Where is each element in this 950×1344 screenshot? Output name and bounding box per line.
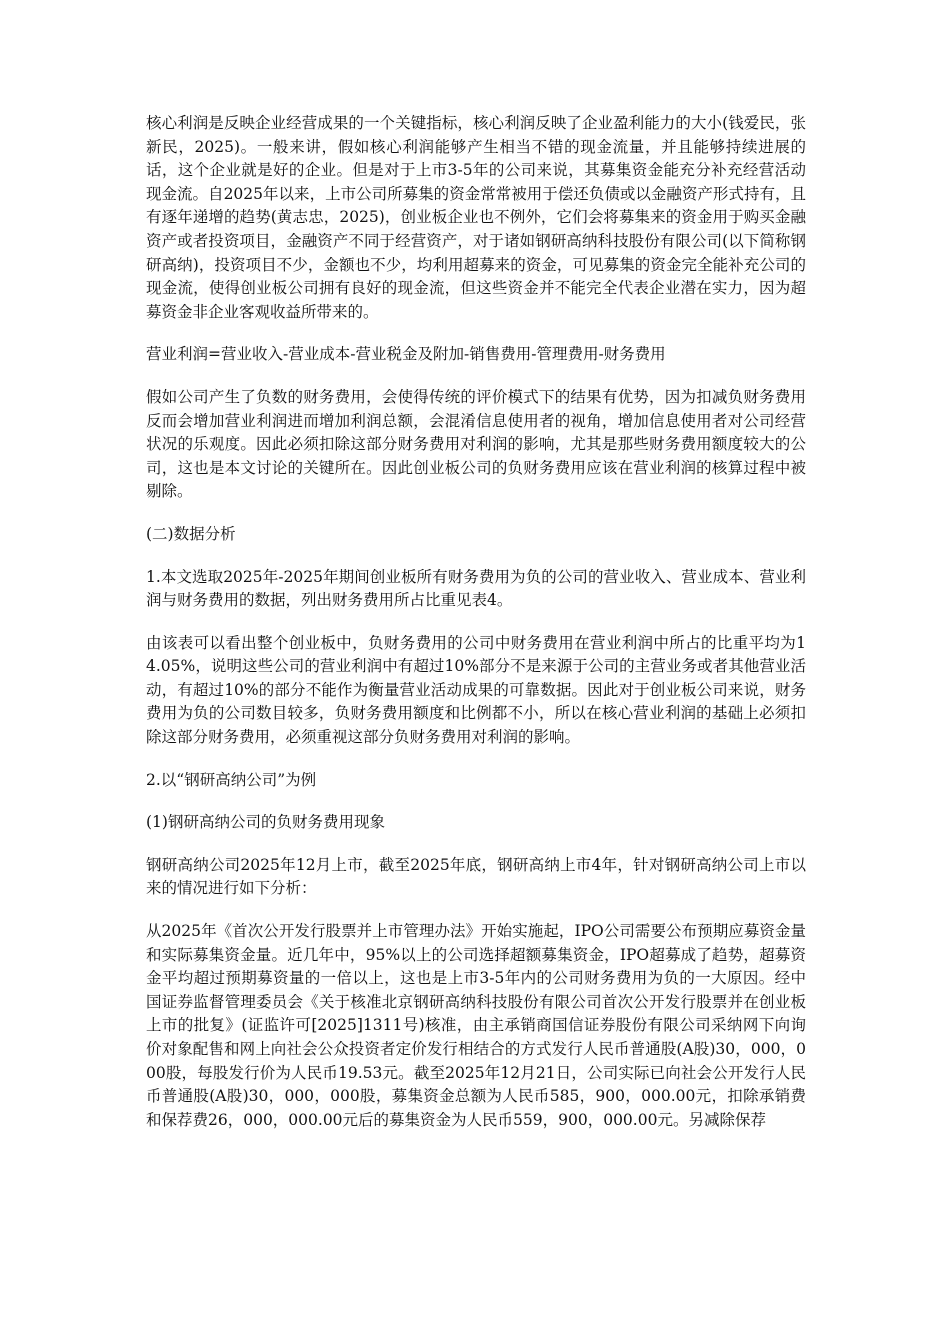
document-body — [146, 112, 806, 1151]
section-heading-data-analysis: (二)数据分析 — [146, 524, 236, 543]
subheading-case-study: 2.以“钢研高纳公司”为例 — [146, 770, 317, 789]
operating-profit-formula: 营业利润=营业收入-营业成本-营业税金及附加-销售费用-管理费用-财务费用 — [146, 345, 666, 364]
paragraph-ipo-fundraising: 从2025年《首次公开发行股票并上市管理办法》开始实施起，IPO公司需要公布预期应募资金量和实际募集资金量。近几年中，95%以上的公司选择超额募集资金，IPO超募成了趋势，超募资金平均超过预期募资量的一倍以上，这也是上市3-5年内的公司财务费用为负的一大原因。经中国证券监督管理委员会《关于核准北京钢研高纳科技股份有限公司首次公开发行股票并在创业板上市的批复》(证监许可[2025]1311号)核准，由主承销商国信证券股份有限公司采纳网下向询价对象配售和网上向社会公众投资者定价发行相结合的方式发行人民币普通股(A股)30，000，000股，每股发行价为人民币19.53元。截至2025年12月21日，公司实际已向社会公开发行人民币普通股(A股)30，000，000股，募集资金总额为人民币585，900，000.00元，扣除承销费和保荐费26，000，000.00元后的募集资金为人民币559，900，000.00元。另减除保荐 — [146, 922, 806, 1129]
paragraph-table-analysis: 由该表可以看出整个创业板中，负财务费用的公司中财务费用在营业利润中所占的比重平均为14.05%，说明这些公司的营业利润中有超过10%部分不是来源于公司的主营业务或者其他营业活动，有超过10%的部分不能作为衡量营业活动成果的可靠数据。因此对于创业板公司来说，财务费用为负的公司数目较多，负财务费用额度和比例都不小，所以在核心营业利润的基础上必须扣除这部分财务费用，必须重视这部分负财务费用对利润的影响。 — [146, 633, 806, 747]
paragraph-core-profit: 核心利润是反映企业经营成果的一个关键指标，核心利润反映了企业盈利能力的大小(钱爱民，张新民，2025)。一般来讲，假如核心利润能够产生相当不错的现金流量，并且能够持续进展的话，这个企业就是好的企业。但是对于上市3-5年的公司来说，其募集资金能充分补充经营活动现金流。自2025年以来，上市公司所募集的资金常常被用于偿还负债或以金融资产形式持有，且有逐年递增的趋势(黄志忠，2025)，创业板企业也不例外，它们会将募集来的资金用于购买金融资产或者投资项目，金融资产不同于经营资产，对于诸如钢研高纳科技股份有限公司(以下简称钢研高纳)，投资项目不少，金额也不少，均利用超募来的资金，可见募集的资金完全能补充公司的现金流，使得创业板公司拥有良好的现金流，但这些资金并不能完全代表企业潜在实力，因为超募资金非企业客观收益所带来的。 — [146, 114, 806, 321]
subheading-negative-expense-phenomenon: (1)钢研高纳公司的负财务费用现象 — [146, 813, 385, 832]
paragraph-company-listing: 钢研高纳公司2025年12月上市，截至2025年底，钢研高纳上市4年，针对钢研高纳公司上市以来的情况进行如下分析： — [146, 855, 806, 898]
paragraph-data-selection: 1.本文选取2025年-2025年期间创业板所有财务费用为负的公司的营业收入、营业成本、营业利润与财务费用的数据，列出财务费用所占比重见表4。 — [146, 567, 806, 610]
paragraph-negative-financial-expense: 假如公司产生了负数的财务费用，会使得传统的评价模式下的结果有优势，因为扣减负财务费用反而会增加营业利润进而增加利润总额，会混淆信息使用者的视角，增加信息使用者对公司经营状况的乐观度。因此必须扣除这部分财务费用对利润的影响，尤其是那些财务费用额度较大的公司，这也是本文讨论的关键所在。因此创业板公司的负财务费用应该在营业利润的核算过程中被剔除。 — [146, 387, 806, 501]
